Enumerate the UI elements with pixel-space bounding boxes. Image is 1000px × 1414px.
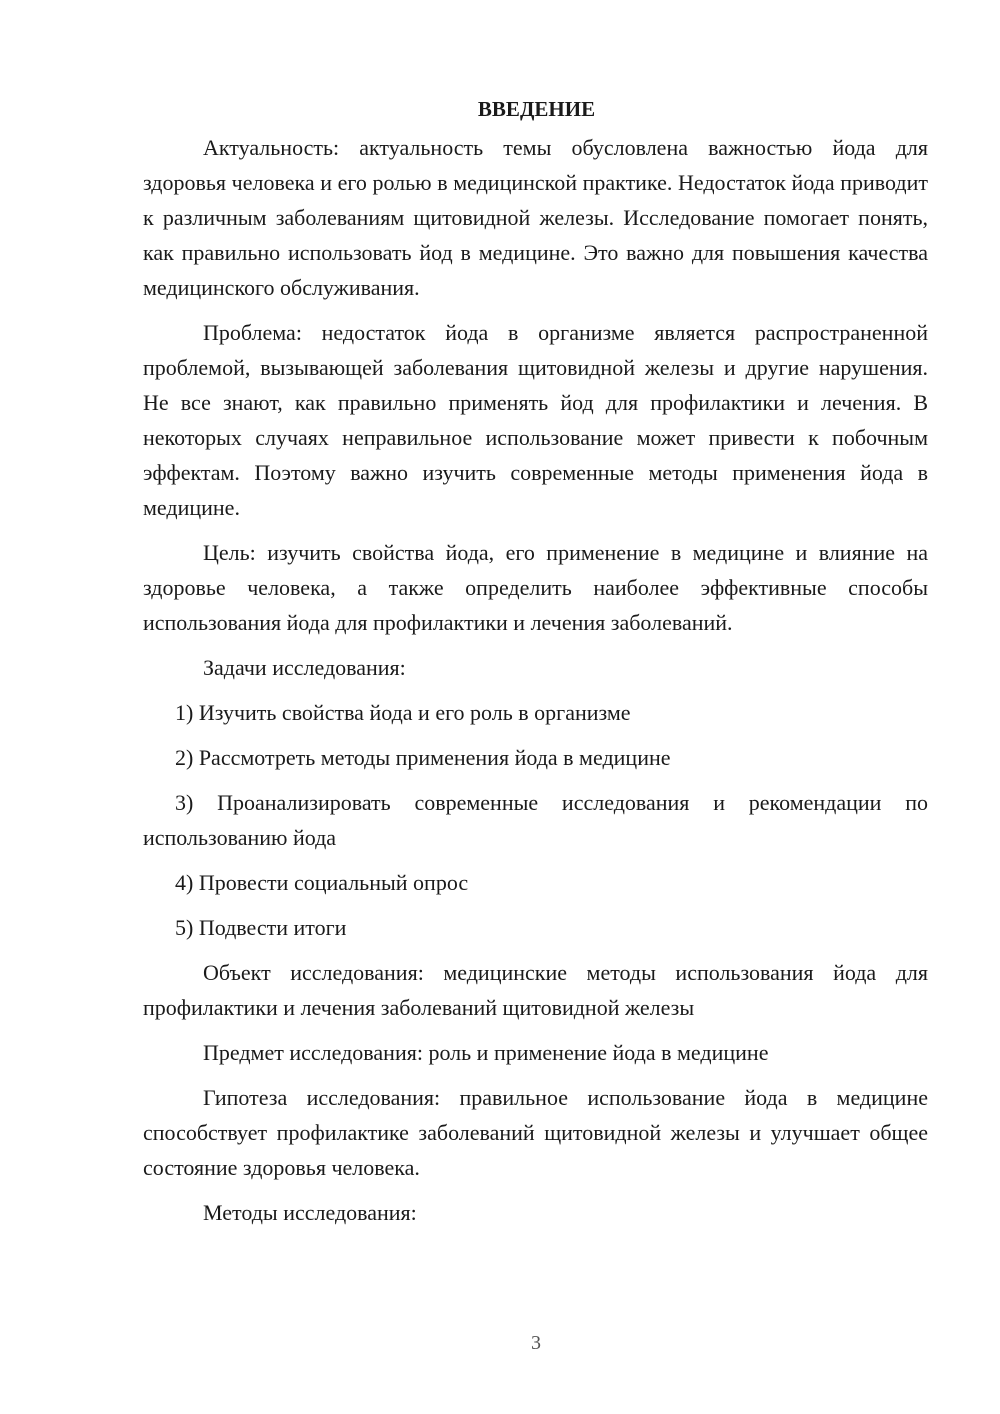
- paragraph-hypothesis: Гипотеза исследования: правильное использование йода в медицине способствует профилактике заболеваний щитовидной железы и улучшает общее состояние здоровья человека.: [143, 1085, 928, 1180]
- page-content: [143, 92, 928, 1230]
- tasks-heading: Задачи исследования:: [203, 655, 406, 680]
- paragraph-subject: Предмет исследования: роль и применение йода в медицине: [203, 1040, 769, 1065]
- paragraph-relevance: Актуальность: актуальность темы обусловлена важностью йода для здоровья человека и его ролью в медицинской практике. Недостаток йода приводит к различным заболеваниям щитовидной железы. Исследование помогает понять, как правильно использовать йод в медицине. Это важно для повышения качества медицинского обслуживания.: [143, 135, 928, 300]
- task-item-4: 4) Провести социальный опрос: [175, 870, 469, 895]
- task-item-5: 5) Подвести итоги: [175, 915, 347, 940]
- task-item-2: 2) Рассмотреть методы применения йода в медицине: [175, 745, 671, 770]
- methods-heading: Методы исследования:: [203, 1200, 417, 1225]
- paragraph-goal: Цель: изучить свойства йода, его применение в медицине и влияние на здоровье человека, а также определить наиболее эффективные способы использования йода для профилактики и лечения заболеваний.: [143, 540, 928, 635]
- paragraph-problem: Проблема: недостаток йода в организме является распространенной проблемой, вызывающей заболевания щитовидной железы и другие нарушения. Не все знают, как правильно применять йод для профилактики и лечения. В некоторых случаях неправильное использование может привести к побочным эффектам. Поэтому важно изучить современные методы применения йода в медицине.: [143, 320, 928, 520]
- section-title: ВВЕДЕНИЕ: [477, 97, 596, 121]
- task-item-1: 1) Изучить свойства йода и его роль в организме: [175, 700, 631, 725]
- task-item-3: 3) Проанализировать современные исследования и рекомендации по использованию йода: [143, 790, 928, 850]
- paragraph-object: Объект исследования: медицинские методы использования йода для профилактики и лечения заболеваний щитовидной железы: [143, 960, 928, 1020]
- page-number: 3: [531, 1332, 541, 1354]
